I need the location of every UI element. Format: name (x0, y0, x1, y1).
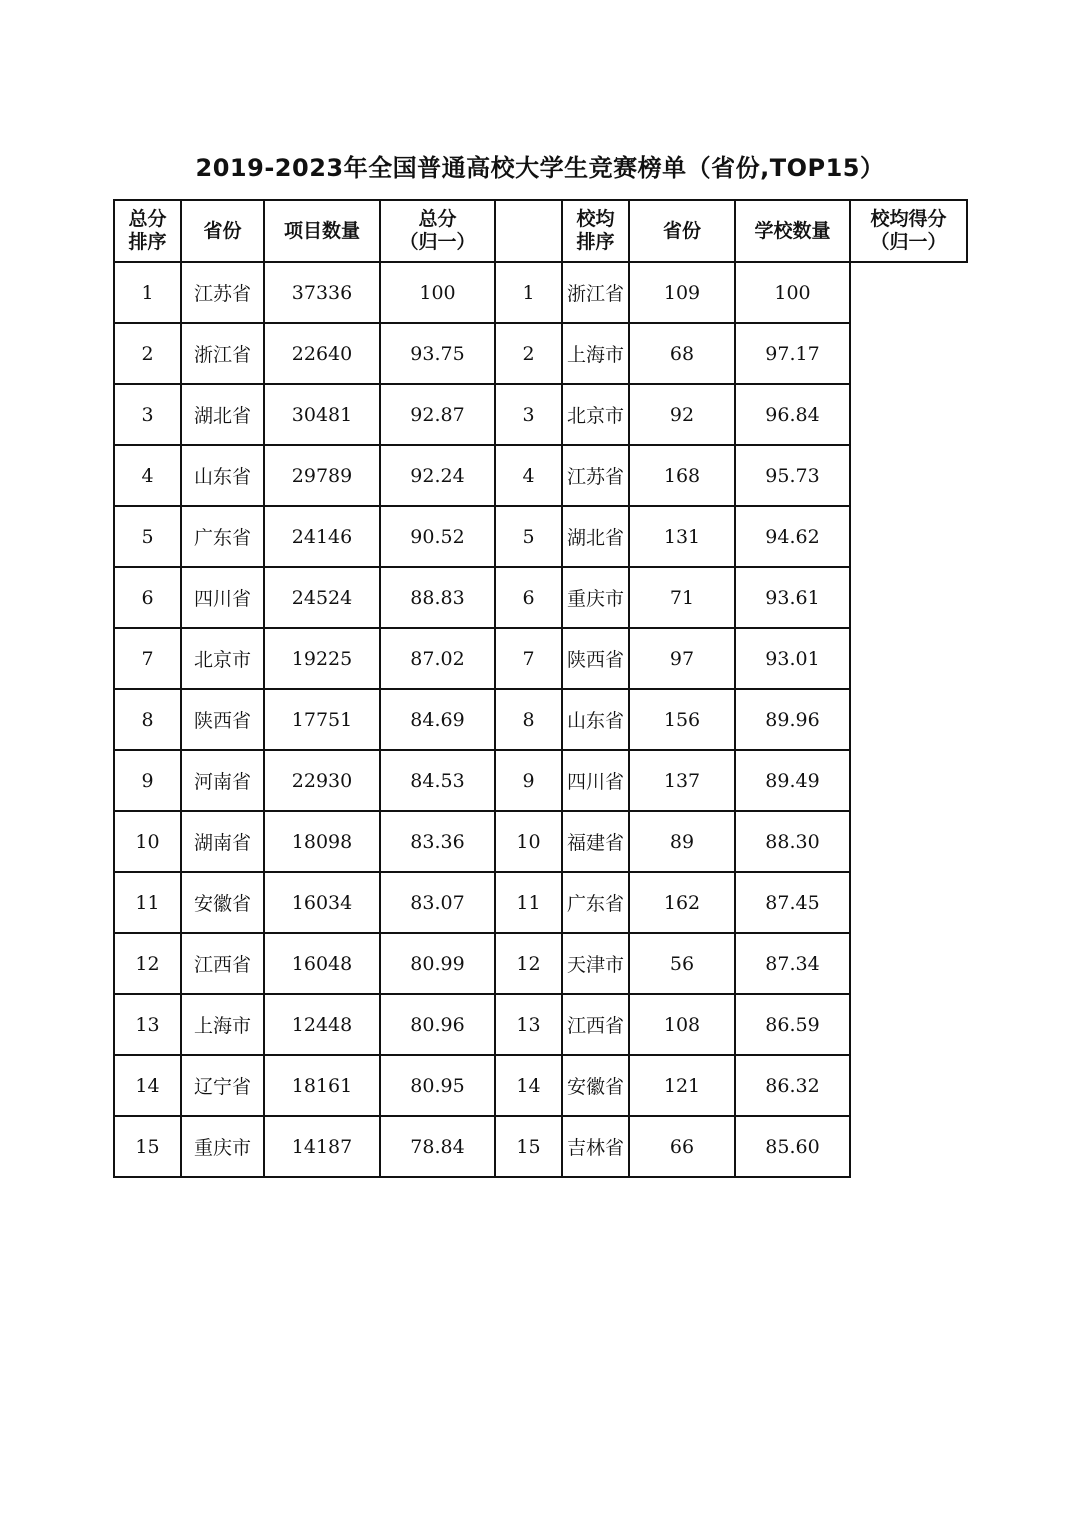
left_table-cell: 17751 (264, 689, 380, 750)
table-row (114, 506, 967, 567)
right_table-cell: 11 (495, 872, 562, 933)
left_table-cell: 湖北省 (181, 384, 264, 445)
right_table-header-label: （归一） (870, 231, 947, 253)
right_table-cell: 97 (629, 628, 735, 689)
right_table-cell: 江西省 (562, 994, 629, 1055)
right_table-cell: 上海市 (562, 323, 629, 384)
left_table-cell: 浙江省 (181, 323, 264, 384)
right_table-cell: 3 (495, 384, 562, 445)
right_table-cell: 89 (629, 811, 735, 872)
right_table-cell: 9 (495, 750, 562, 811)
right_table-cell: 安徽省 (562, 1055, 629, 1116)
table-row (114, 1116, 967, 1177)
right_table-cell: 1 (495, 262, 562, 323)
left_table-cell: 陕西省 (181, 689, 264, 750)
left_table-cell: 安徽省 (181, 872, 264, 933)
left_table-cell: 重庆市 (181, 1116, 264, 1177)
left_table-cell: 83.36 (380, 811, 495, 872)
left_table-cell: 广东省 (181, 506, 264, 567)
left_table-cell: 80.95 (380, 1055, 495, 1116)
left_table-cell: 24146 (264, 506, 380, 567)
right_table-cell: 8 (495, 689, 562, 750)
right_table-cell: 93.61 (735, 567, 850, 628)
right_table-cell: 86.59 (735, 994, 850, 1055)
table-row (114, 445, 967, 506)
right_table-cell: 广东省 (562, 872, 629, 933)
left_table-cell: 80.96 (380, 994, 495, 1055)
left_table-cell: 北京市 (181, 628, 264, 689)
table-body (114, 262, 967, 1177)
right_table-cell: 68 (629, 323, 735, 384)
left_table-cell: 18161 (264, 1055, 380, 1116)
left_table-cell: 93.75 (380, 323, 495, 384)
left_table-cell: 河南省 (181, 750, 264, 811)
right_table-cell: 天津市 (562, 933, 629, 994)
page-title: 2019-2023年全国普通高校大学生竞赛榜单（省份,TOP15） (195, 154, 885, 182)
right_table-cell: 66 (629, 1116, 735, 1177)
right_table-cell: 137 (629, 750, 735, 811)
left_table-header-label: 总分 (418, 208, 457, 230)
table-row (114, 1055, 967, 1116)
left_table-cell: 3 (114, 384, 181, 445)
left_table-header-label: 省份 (203, 219, 242, 242)
right_table-header-0 (562, 200, 629, 262)
left_table-cell: 16034 (264, 872, 380, 933)
right_table-cell: 重庆市 (562, 567, 629, 628)
left_table-cell: 四川省 (181, 567, 264, 628)
left_table-cell: 2 (114, 323, 181, 384)
right_table-header-2 (735, 200, 850, 262)
left_table-cell: 80.99 (380, 933, 495, 994)
left_table-cell: 87.02 (380, 628, 495, 689)
right_table-cell: 95.73 (735, 445, 850, 506)
right_table-header-label: 校均得分 (870, 208, 947, 230)
left_table-cell: 88.83 (380, 567, 495, 628)
table-row (114, 872, 967, 933)
right_table-cell: 162 (629, 872, 735, 933)
table-row (114, 811, 967, 872)
right_table-header-label: 学校数量 (754, 219, 831, 242)
right_table-cell: 131 (629, 506, 735, 567)
right_table-cell: 15 (495, 1116, 562, 1177)
left_table-cell: 22930 (264, 750, 380, 811)
left_table-cell: 8 (114, 689, 181, 750)
right_table-cell: 97.17 (735, 323, 850, 384)
right_table-cell: 北京市 (562, 384, 629, 445)
right_table-cell: 四川省 (562, 750, 629, 811)
right_table-cell: 浙江省 (562, 262, 629, 323)
left_table-header-label: 项目数量 (283, 219, 360, 242)
right_table-cell: 71 (629, 567, 735, 628)
left_table-cell: 11 (114, 872, 181, 933)
left_table-cell: 83.07 (380, 872, 495, 933)
left_table-cell: 92.87 (380, 384, 495, 445)
left_table-cell: 湖南省 (181, 811, 264, 872)
right_table-cell: 121 (629, 1055, 735, 1116)
left_table-cell: 22640 (264, 323, 380, 384)
right_table-cell: 13 (495, 994, 562, 1055)
left_table-cell: 江苏省 (181, 262, 264, 323)
right_table-cell: 85.60 (735, 1116, 850, 1177)
right_table-cell: 吉林省 (562, 1116, 629, 1177)
left_table-cell: 12 (114, 933, 181, 994)
right_table-cell: 10 (495, 811, 562, 872)
right_table-cell: 108 (629, 994, 735, 1055)
left_table-cell: 9 (114, 750, 181, 811)
right_table-cell: 109 (629, 262, 735, 323)
right_table-header-3 (850, 200, 967, 262)
right_table-header-label: 排序 (576, 231, 615, 253)
right_table-header-label: 省份 (662, 219, 701, 242)
right_table-cell: 5 (495, 506, 562, 567)
right_table-cell: 88.30 (735, 811, 850, 872)
right_table-cell: 86.32 (735, 1055, 850, 1116)
left_table-cell: 24524 (264, 567, 380, 628)
table-row (114, 994, 967, 1055)
table-gap-column (495, 200, 562, 262)
left_table-cell: 江西省 (181, 933, 264, 994)
table-row (114, 262, 967, 323)
table-row (114, 323, 967, 384)
right_table-cell: 14 (495, 1055, 562, 1116)
right_table-header-1 (629, 200, 735, 262)
right_table-cell: 156 (629, 689, 735, 750)
left_table-header-label: 总分 (128, 208, 167, 230)
left_table-cell: 29789 (264, 445, 380, 506)
right_table-cell: 87.45 (735, 872, 850, 933)
table-row (114, 689, 967, 750)
left_table-cell: 1 (114, 262, 181, 323)
left_table-header-1 (181, 200, 264, 262)
right_table-cell: 7 (495, 628, 562, 689)
left_table-cell: 10 (114, 811, 181, 872)
left_table-cell: 14 (114, 1055, 181, 1116)
left_table-cell: 6 (114, 567, 181, 628)
left_table-cell: 12448 (264, 994, 380, 1055)
left_table-cell: 18098 (264, 811, 380, 872)
left_table-cell: 84.69 (380, 689, 495, 750)
right_table-cell: 87.34 (735, 933, 850, 994)
left_table-header-0 (114, 200, 181, 262)
right_table-cell: 93.01 (735, 628, 850, 689)
right_table-cell: 89.49 (735, 750, 850, 811)
right_table-cell: 4 (495, 445, 562, 506)
left_table-cell: 15 (114, 1116, 181, 1177)
right_table-cell: 168 (629, 445, 735, 506)
right_table-cell: 2 (495, 323, 562, 384)
left_table-header-label: 排序 (128, 231, 167, 253)
right_table-cell: 江苏省 (562, 445, 629, 506)
left_table-header-label: （归一） (399, 231, 476, 253)
table-row (114, 628, 967, 689)
left_table-header-3 (380, 200, 495, 262)
right_table-header-label: 校均 (576, 208, 615, 230)
table-row (114, 384, 967, 445)
table-row (114, 750, 967, 811)
left_table-cell: 14187 (264, 1116, 380, 1177)
left_table-cell: 100 (380, 262, 495, 323)
left_table-cell: 84.53 (380, 750, 495, 811)
right_table-cell: 湖北省 (562, 506, 629, 567)
right_table-cell: 100 (735, 262, 850, 323)
left_table-cell: 30481 (264, 384, 380, 445)
left_table-cell: 19225 (264, 628, 380, 689)
right_table-cell: 福建省 (562, 811, 629, 872)
ranking-table (113, 199, 968, 1178)
table-row (114, 933, 967, 994)
left_table-cell: 5 (114, 506, 181, 567)
left_table-cell: 上海市 (181, 994, 264, 1055)
left_table-cell: 92.24 (380, 445, 495, 506)
left_table-cell: 37336 (264, 262, 380, 323)
right_table-cell: 92 (629, 384, 735, 445)
right_table-cell: 89.96 (735, 689, 850, 750)
right_table-cell: 56 (629, 933, 735, 994)
table-row (114, 567, 967, 628)
right_table-cell: 94.62 (735, 506, 850, 567)
left_table-cell: 7 (114, 628, 181, 689)
left_table-cell: 山东省 (181, 445, 264, 506)
left_table-cell: 辽宁省 (181, 1055, 264, 1116)
right_table-cell: 陕西省 (562, 628, 629, 689)
left_table-cell: 78.84 (380, 1116, 495, 1177)
right_table-cell: 6 (495, 567, 562, 628)
right_table-cell: 12 (495, 933, 562, 994)
left_table-cell: 16048 (264, 933, 380, 994)
left_table-header-2 (264, 200, 380, 262)
left_table-cell: 4 (114, 445, 181, 506)
right_table-cell: 96.84 (735, 384, 850, 445)
left_table-cell: 90.52 (380, 506, 495, 567)
header-row (114, 200, 967, 262)
left_table-cell: 13 (114, 994, 181, 1055)
right_table-cell: 山东省 (562, 689, 629, 750)
